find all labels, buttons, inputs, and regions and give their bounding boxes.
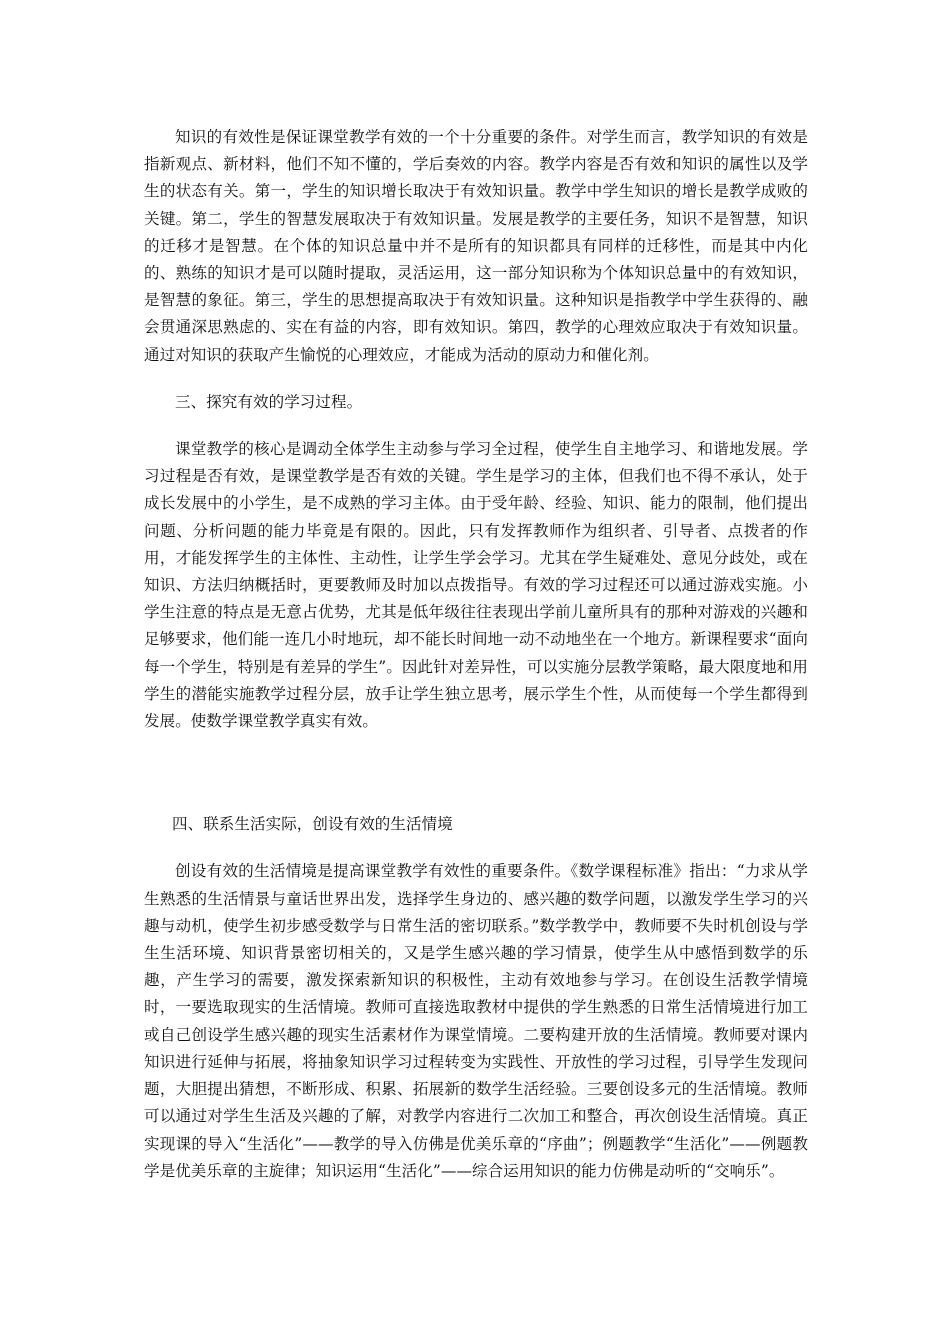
- paragraph-spacer: [144, 369, 808, 389]
- paragraph-spacer: [144, 838, 808, 858]
- section-heading-4: 四、联系生活实际，创设有效的生活情境: [172, 815, 453, 834]
- section-spacer: [144, 735, 808, 811]
- paragraph-life-situation: 创设有效的生活情境是提高课堂教学有效性的重要条件。《数学课程标准》指出：“力求从学生熟悉的生活情景与童话世界出发，选择学生身边的、感兴趣的数学问题，以激发学生学习的兴趣与动机，使学生初步感受数学与日常生活的密切联系。”数学教学中，教师要不失时机创设与学生生活环境、知识背景密切相关的，又是学生感兴趣的学习情景，使学生从中感悟到数学的乐趣，产生学习的需要，激发探索新知识的积极性，主动有效地参与学习。在创设生活教学情境时，一要选取现实的生活情境。教师可直接选取教材中提供的学生熟悉的日常生活情境进行加工或自己创设学生感兴趣的现实生活素材作为课堂情境。二要构建开放的生活情境。教师要对课内知识进行延伸与拓展，将抽象知识学习过程转变为实践性、开放性的学习过程，引导学生发现问题，大胆提出猜想，不断形成、积累、拓展新的数学生活经验。三要创设多元的生活情境。教师可以通过对学生生活及兴趣的了解，对教学内容进行二次加工和整合，再次创设生活情境。真正实现课的导入“生活化”——教学的导入仿佛是优美乐章的“序曲”；例题教学“生活化”——例题教学是优美乐章的主旋律；知识运用“生活化”——综合运用知识的能力仿佛是动听的“交响乐”。: [144, 862, 808, 1180]
- document-body: [144, 124, 808, 1185]
- paragraph-learning-process: 课堂教学的核心是调动全体学生主动参与学习全过程，使学生自主地学习、和谐地发展。学习过程是否有效，是课堂教学是否有效的关键。学生是学习的主体，但我们也不得不承认，处于成长发展中的小学生，是不成熟的学习主体。由于受年龄、经验、知识、能力的限制，他们提出问题、分析问题的能力毕竟是有限的。因此，只有发挥教师作为组织者、引导者、点拨者的作用，才能发挥学生的主体性、主动性，让学生学会学习。尤其在学生疑难处、意见分歧处，或在知识、方法归纳概括时，更要教师及时加以点拨指导。有效的学习过程还可以通过游戏实施。小学生注意的特点是无意占优势，尤其是低年级往往表现出学前儿童所具有的那种对游戏的兴趣和足够要求，他们能一连几小时地玩，却不能长时间地一动不动地坐在一个地方。新课程要求“面向每一个学生，特别是有差异的学生”。因此针对差异性，可以实施分层教学策略，最大限度地和用学生的潜能实施教学过程分层，放手让学生独立思考，展示学生个性，从而使每一个学生都得到发展。使数学课堂教学真实有效。: [144, 440, 808, 731]
- section-heading-3: 三、探究有效的学习过程。: [175, 392, 363, 411]
- paragraph-effective-knowledge: 知识的有效性是保证课堂教学有效的一个十分重要的条件。对学生而言，教学知识的有效是指新观点、新材料，他们不知不懂的，学后奏效的内容。教学内容是否有效和知识的属性以及学生的状态有关。第一，学生的知识增长取决于有效知识量。教学中学生知识的增长是教学成败的关键。第二，学生的智慧发展取决于有效知识量。发展是教学的主要任务，知识不是智慧，知识的迁移才是智慧。在个体的知识总量中并不是所有的知识都具有同样的迁移性，而是其中内化的、熟练的知识才是可以随时提取，灵活运用，这一部分知识称为个体知识总量中的有效知识，是智慧的象征。第三，学生的思想提高取决于有效知识量。这种知识是指教学中学生获得的、融会贯通深思熟虑的、实在有益的内容，即有效知识。第四，教学的心理效应取决于有效知识量。通过对知识的获取产生愉悦的心理效应，才能成为活动的原动力和催化剂。: [144, 128, 808, 364]
- paragraph-spacer: [144, 416, 808, 436]
